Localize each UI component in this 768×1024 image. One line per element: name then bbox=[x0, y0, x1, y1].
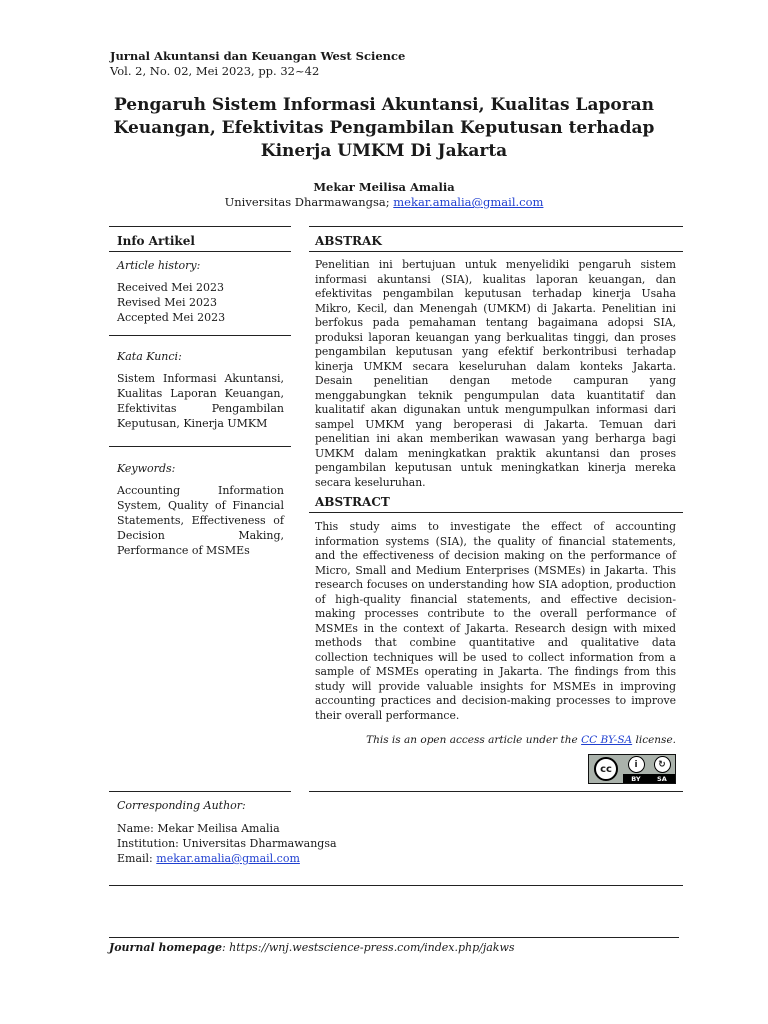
sa-label: SA bbox=[657, 774, 667, 783]
corresponding-name: Name: Mekar Meilisa Amalia bbox=[117, 822, 280, 835]
license-line bbox=[315, 734, 676, 746]
license-suffix: license. bbox=[635, 734, 676, 746]
abstract-heading: ABSTRACT bbox=[315, 495, 390, 509]
divider bbox=[109, 885, 683, 886]
divider bbox=[309, 791, 683, 792]
paper-title: Pengaruh Sistem Informasi Akuntansi, Kualitas Laporan Keuangan, Efektivitas Pengambilan Keputusan terhadap Kinerja UMKM Di Jakarta bbox=[113, 95, 655, 161]
keywords-text: Accounting Information System, Quality of Financial Statements, Effectiveness of Decision Making, Performance of MSMEs bbox=[117, 484, 284, 557]
corresponding-email-row bbox=[117, 851, 337, 866]
divider bbox=[309, 226, 683, 227]
cc-by-sa-badge[interactable] bbox=[588, 754, 676, 784]
footer-divider bbox=[109, 937, 679, 938]
share-alike-icon: ↻ bbox=[654, 756, 671, 773]
accepted-date: Accepted Mei 2023 bbox=[117, 311, 226, 324]
history-label: Article history: bbox=[117, 259, 201, 272]
author-email-link[interactable]: mekar.amalia@gmail.com bbox=[393, 195, 544, 209]
by-label: BY bbox=[631, 774, 641, 783]
author-name: Mekar Meilisa Amalia bbox=[313, 180, 455, 194]
corresponding-institution: Institution: Universitas Dharmawangsa bbox=[117, 837, 337, 850]
info-heading: Info Artikel bbox=[117, 234, 195, 248]
divider bbox=[109, 446, 291, 447]
cc-logo bbox=[589, 755, 623, 783]
journal-volume: Vol. 2, No. 02, Mei 2023, pp. 32~42 bbox=[110, 64, 320, 78]
kata-kunci-text: Sistem Informasi Akuntansi, Kualitas Laporan Keuangan, Efektivitas Pengambilan Keputusan, Kinerja UMKM bbox=[117, 372, 284, 430]
corresponding-email-link[interactable]: mekar.amalia@gmail.com bbox=[156, 852, 300, 865]
license-link[interactable]: CC BY-SA bbox=[581, 734, 633, 746]
corresponding-label: Corresponding Author: bbox=[117, 799, 246, 812]
divider bbox=[109, 226, 291, 227]
attribution-icon: i bbox=[628, 756, 645, 773]
divider bbox=[309, 512, 683, 513]
homepage-url[interactable]: https://wnj.westscience-press.com/index.php/jakws bbox=[229, 941, 515, 954]
abstract-text: This study aims to investigate the effect of accounting information systems (SIA), the quality of financial statements, and the effectiveness of decision making on the performance of Micro, Small and Medium Enterprises (MSMEs) in Jakarta. This research focuses on understanding how SIA adoption, production of high-quality financial statements, and effective decision-making processes contribute to the overall performance of MSMEs in the context of Jakarta. Research design with mixed methods that combine quantitative and qualitative data collection techniques will be used to collect information from a sample of MSMEs operating in Jakarta. The findings from this study will provide valuable insights for MSMEs in improving accounting practices and decision-making processes to improve their overall performance. bbox=[315, 520, 676, 722]
received-date: Received Mei 2023 bbox=[117, 281, 225, 294]
divider bbox=[109, 791, 291, 792]
history-list bbox=[117, 280, 284, 325]
divider bbox=[309, 251, 683, 252]
divider bbox=[109, 251, 291, 252]
affiliation-text: Universitas Dharmawangsa; bbox=[224, 195, 390, 209]
author-affiliation bbox=[100, 195, 668, 209]
cc-labels bbox=[623, 774, 675, 783]
cc-icon-row bbox=[623, 755, 675, 774]
corresponding-details bbox=[117, 821, 337, 866]
homepage-label: Journal homepage bbox=[109, 941, 222, 954]
revised-date: Revised Mei 2023 bbox=[117, 296, 217, 309]
journal-name: Jurnal Akuntansi dan Keuangan West Science bbox=[110, 49, 406, 63]
email-label: Email: bbox=[117, 852, 153, 865]
abstrak-heading: ABSTRAK bbox=[315, 234, 382, 248]
cc-attribute-panel bbox=[623, 755, 675, 783]
cc-icon: cc bbox=[594, 757, 618, 781]
divider bbox=[109, 335, 291, 336]
abstrak-text: Penelitian ini bertujuan untuk menyelidiki pengaruh sistem informasi akuntansi (SIA), kualitas laporan keuangan, dan efektivitas pengambilan keputusan terhadap kinerja Usaha Mikro, Kecil, dan Menengah (UMKM) di Jakarta. Penelitian ini berfokus pada pemahaman tentang bagaimana adopsi SIA, produksi laporan keuangan yang berkualitas tinggi, dan proses pengambilan keputusan yang efektif berkontribusi terhadap kinerja UMKM secara keseluruhan dalam konteks Jakarta. Desain penelitian dengan metode campuran yang menggabungkan teknik pengumpulan data kuantitatif dan kualitatif akan digunakan untuk mengumpulkan informasi dari sampel UMKM yang beroperasi di Jakarta. Temuan dari penelitian ini akan memberikan wawasan yang berharga bagi UMKM dalam meningkatkan praktik akuntansi dan proses pengambilan keputusan untuk meningkatkan kinerja mereka secara keseluruhan. bbox=[315, 258, 676, 489]
license-prefix: This is an open access article under the bbox=[366, 734, 578, 746]
kata-kunci-label: Kata Kunci: bbox=[117, 350, 182, 363]
keywords-label: Keywords: bbox=[117, 462, 176, 475]
journal-header bbox=[110, 49, 405, 79]
journal-homepage: Journal homepage: https://wnj.westscience-press.com/index.php/jakws bbox=[109, 941, 515, 954]
